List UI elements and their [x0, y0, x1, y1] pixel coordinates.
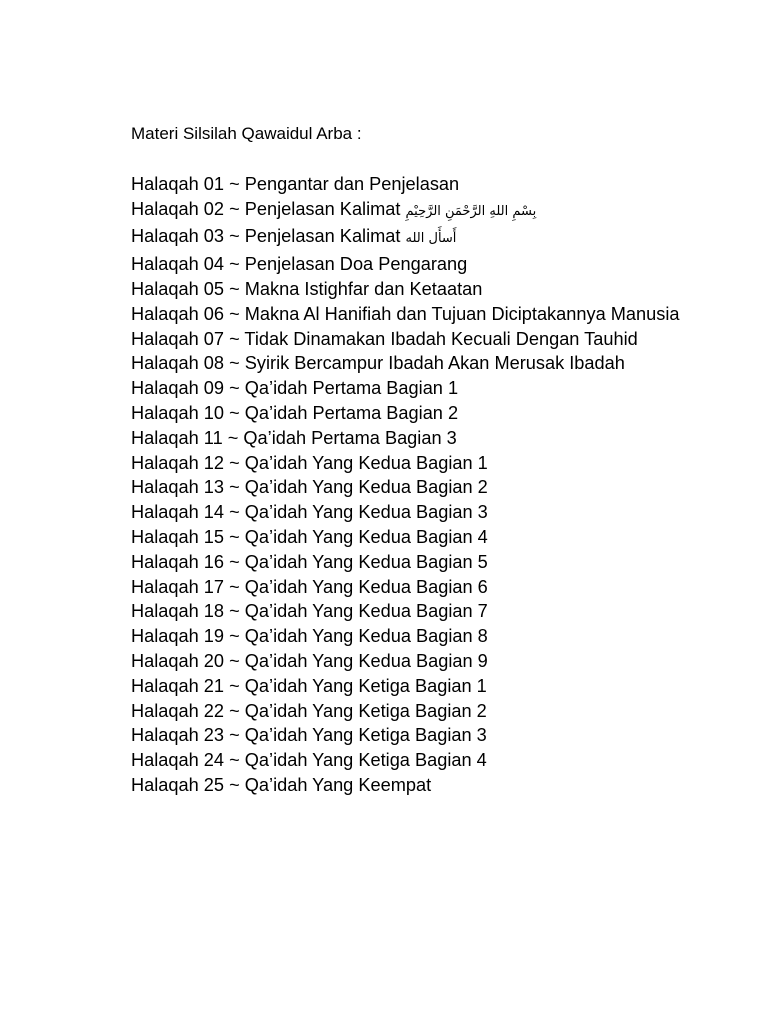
list-item-text: Halaqah 19 ~ Qa’idah Yang Kedua Bagian 8 — [131, 626, 488, 647]
document-title: Materi Silsilah Qawaidul Arba : — [131, 124, 362, 143]
list-item-text: Halaqah 06 ~ Makna Al Hanifiah dan Tujuan Diciptakannya Manusia — [131, 303, 680, 324]
list-item-text: Halaqah 23 ~ Qa’idah Yang Ketiga Bagian 3 — [131, 725, 487, 746]
list-item — [131, 172, 691, 197]
halaqah-list — [131, 172, 691, 798]
list-item — [131, 699, 691, 724]
list-item-text: Halaqah 14 ~ Qa’idah Yang Kedua Bagian 3 — [131, 502, 488, 523]
list-item-text: Halaqah 21 ~ Qa’idah Yang Ketiga Bagian 1 — [131, 675, 487, 696]
list-item — [131, 351, 691, 376]
list-item-text: Halaqah 16 ~ Qa’idah Yang Kedua Bagian 5 — [131, 551, 488, 572]
list-item — [131, 277, 691, 302]
list-item — [131, 302, 691, 327]
list-item-text: Halaqah 08 ~ Syirik Bercampur Ibadah Akan Merusak Ibadah — [131, 353, 625, 374]
list-item-text: Halaqah 20 ~ Qa’idah Yang Kedua Bagian 9 — [131, 650, 488, 671]
list-item-text: Halaqah 25 ~ Qa’idah Yang Keempat — [131, 774, 432, 795]
list-item — [131, 748, 691, 773]
list-item — [131, 376, 691, 401]
list-item — [131, 773, 691, 798]
list-item-text: Halaqah 09 ~ Qa’idah Pertama Bagian 1 — [131, 378, 459, 399]
list-item — [131, 224, 691, 252]
arabic-phrase: أَسأَل الله — [405, 231, 457, 247]
list-item — [131, 500, 691, 525]
list-item-text: Halaqah 15 ~ Qa’idah Yang Kedua Bagian 4 — [131, 526, 488, 547]
list-item-text: Halaqah 12 ~ Qa’idah Yang Kedua Bagian 1 — [131, 452, 488, 473]
list-item — [131, 252, 691, 277]
list-item-text: Halaqah 02 ~ Penjelasan Kalimat — [131, 198, 401, 219]
document-content — [131, 122, 691, 798]
list-item-text: Halaqah 01 ~ Pengantar dan Penjelasan — [131, 173, 460, 194]
list-item — [131, 451, 691, 476]
list-item — [131, 475, 691, 500]
list-item-text: Halaqah 13 ~ Qa’idah Yang Kedua Bagian 2 — [131, 477, 488, 498]
list-item — [131, 599, 691, 624]
list-item — [131, 723, 691, 748]
list-item — [131, 426, 691, 451]
list-item — [131, 624, 691, 649]
list-item-text: Halaqah 17 ~ Qa’idah Yang Kedua Bagian 6 — [131, 576, 488, 597]
list-item — [131, 401, 691, 426]
list-item-text: Halaqah 07 ~ Tidak Dinamakan Ibadah Kecuali Dengan Tauhid — [131, 328, 638, 349]
list-item-text: Halaqah 18 ~ Qa’idah Yang Kedua Bagian 7 — [131, 601, 488, 622]
list-item — [131, 550, 691, 575]
list-item — [131, 525, 691, 550]
list-item-text: Halaqah 10 ~ Qa’idah Pertama Bagian 2 — [131, 402, 459, 423]
list-item — [131, 649, 691, 674]
list-item — [131, 575, 691, 600]
list-item-text: Halaqah 22 ~ Qa’idah Yang Ketiga Bagian 2 — [131, 700, 487, 721]
list-item-text: Halaqah 03 ~ Penjelasan Kalimat — [131, 226, 401, 247]
list-item — [131, 674, 691, 699]
list-item-text: Halaqah 11 ~ Qa’idah Pertama Bagian 3 — [131, 427, 457, 448]
arabic-phrase: بِسْمِ اللهِ الرَّحْمَنِ الرَّحِيْمِ — [405, 203, 537, 219]
list-item-text: Halaqah 05 ~ Makna Istighfar dan Ketaatan — [131, 278, 483, 299]
list-item-text: Halaqah 04 ~ Penjelasan Doa Pengarang — [131, 254, 468, 275]
list-item-text: Halaqah 24 ~ Qa’idah Yang Ketiga Bagian 4 — [131, 750, 487, 771]
list-item — [131, 327, 691, 352]
list-item — [131, 197, 691, 225]
